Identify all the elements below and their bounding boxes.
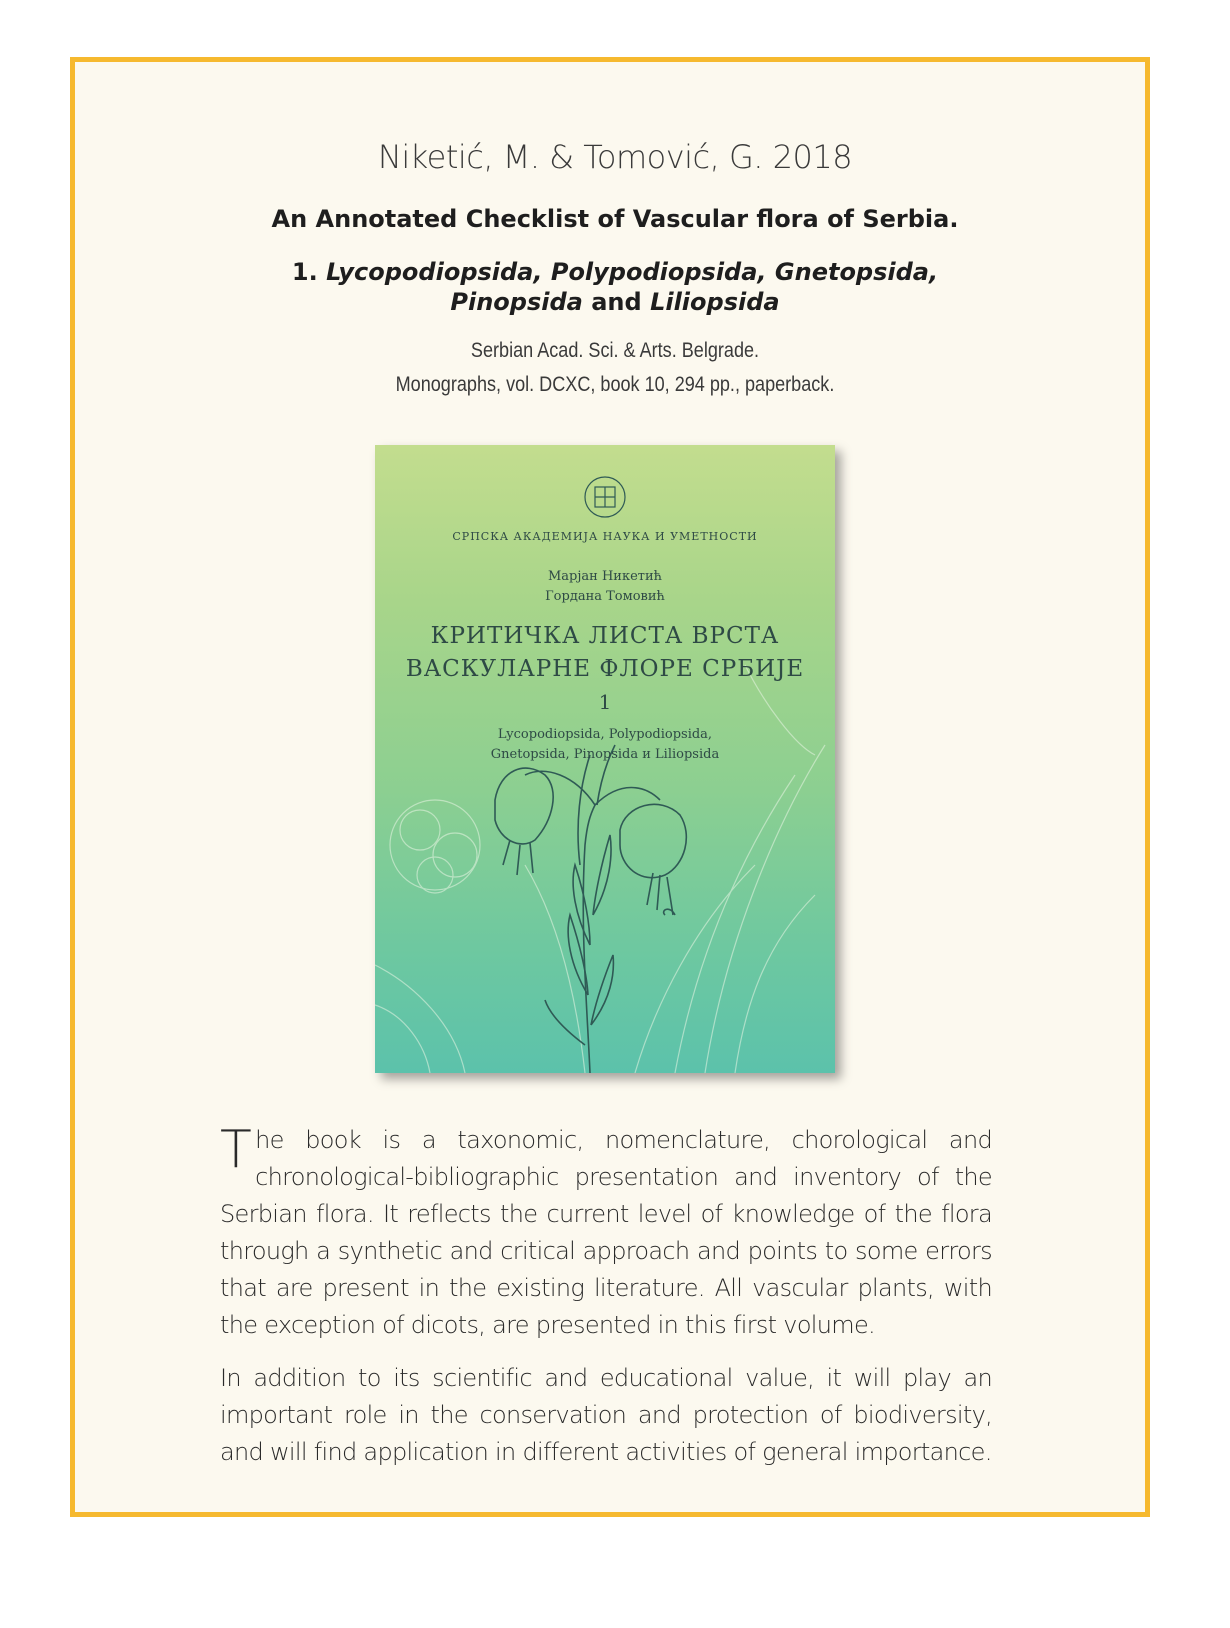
cover-title [375,620,835,686]
cover-authors [375,567,835,607]
subtitle-taxa-3: Liliopsida [650,288,780,316]
subtitle-number: 1. [291,258,318,286]
description-paragraph-1 [220,1122,992,1344]
paragraph-1-text: he book is a taxonomic, nomenclature, chorological and chronological-bibliographic presentation and inventory of the Serbian flora. It reflects the current level of knowledge of the flora through a synthetic and critical approach and points to some errors that are present in the existing literature. All vascular plants, with the exception of dicots, are presented in this first volume. [220,1126,992,1339]
description-paragraph-2: In addition to its scientific and educational value, it will play an important role in the conservation and protection of biodiversity, and will find application in different activities of general importance. [220,1364,992,1466]
cover-title-line-1: КРИТИЧКА ЛИСТА ВРСТА [430,623,780,649]
book-title: An Annotated Checklist of Vascular flora of Serbia. [271,205,959,233]
subtitle-taxa-2: Pinopsida [450,288,583,316]
publication-info [86,334,1144,402]
series-line: Monographs, vol. DCXC, book 10, 294 pp., paperback. [395,373,835,396]
publisher-line: Serbian Acad. Sci. & Arts. Belgrade. [470,339,760,362]
cover-title-line-2: ВАСКУЛАРНЕ ФЛОРЕ СРБИЈЕ [405,656,805,682]
subtitle-and: and [591,288,642,316]
cover-subtitle-line-2: Gnetopsida, Pinopsida и Liliopsida [490,747,720,762]
cover-author-2: Гордана Томовић [545,589,665,604]
drop-cap: T [220,1120,252,1180]
book-cover-image [375,445,835,1073]
authors-year: Niketić, M. & Tomović, G. 2018 [377,138,853,176]
cover-volume: 1 [598,690,612,714]
cover-subtitle [375,725,835,765]
cover-author-1: Марјан Никетић [547,569,662,584]
cover-subtitle-line-1: Lycopodiopsida, Polypodiopsida, [497,727,713,742]
cover-academy: СРПСКА АКАДЕМИЈА НАУКА И УМЕТНОСТИ [452,530,758,543]
book-subtitle [0,257,1230,317]
subtitle-taxa-1: Lycopodiopsida, Polypodiopsida, Gnetopsida, [326,258,939,286]
